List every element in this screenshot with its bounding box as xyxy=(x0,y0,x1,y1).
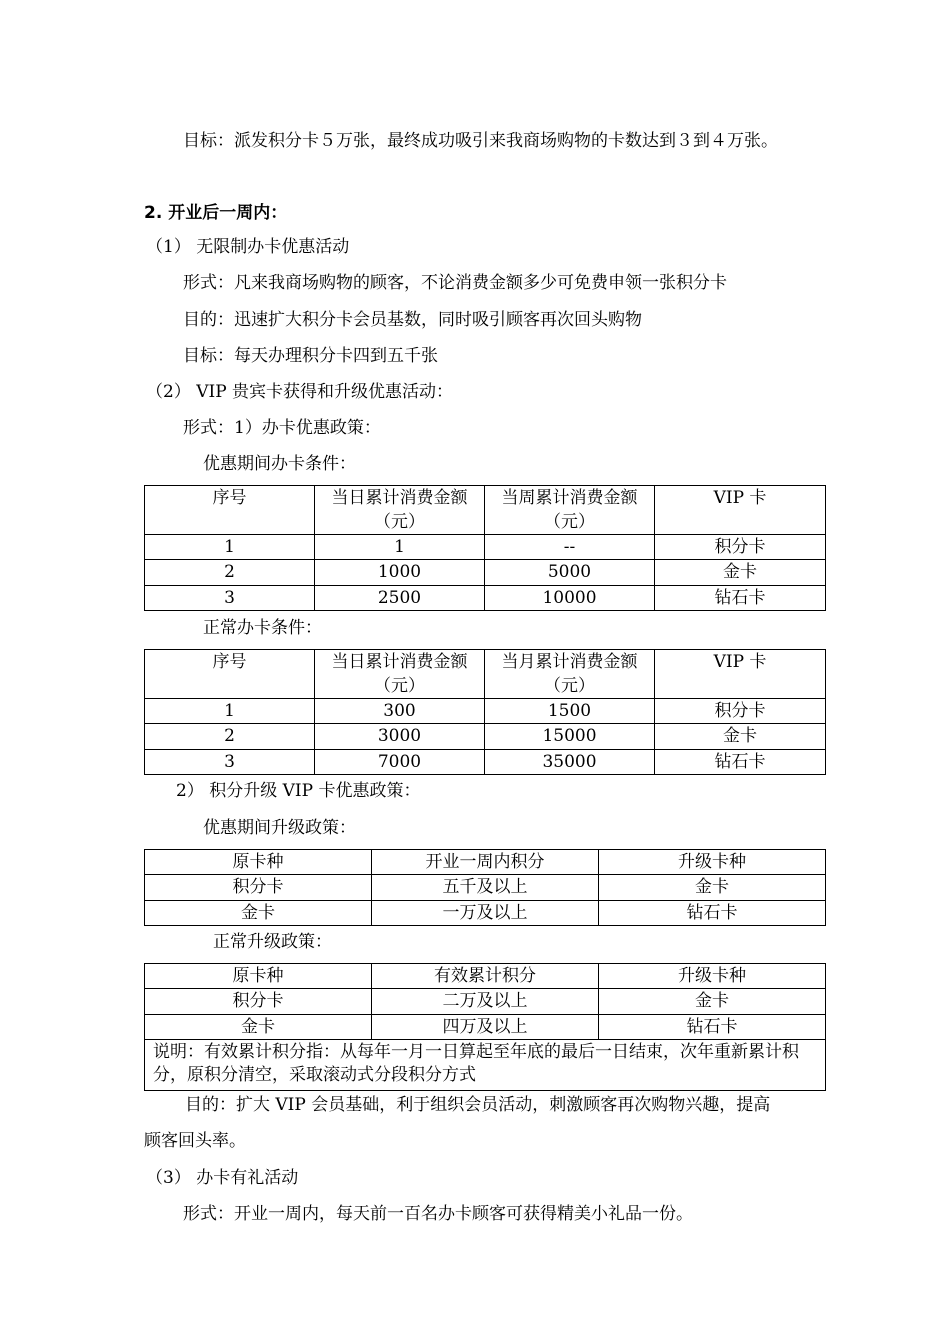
table-cell: 金卡 xyxy=(599,989,826,1015)
table-cell: 7000 xyxy=(315,750,485,775)
goal-paragraph: 目标：派发积分卡５万张，最终成功吸引来我商场购物的卡数达到３到４万张。 xyxy=(183,131,778,151)
table-cell: 金卡 xyxy=(599,875,826,901)
table-cell: 钻石卡 xyxy=(655,750,826,775)
table-header-cell: 当月累计消费金额（元） xyxy=(485,650,655,699)
table-cell: 四万及以上 xyxy=(372,1015,599,1040)
table-cell: 300 xyxy=(315,699,485,724)
section-2-1-title: （1） 无限制办卡优惠活动 xyxy=(146,237,350,257)
promo-upgrade-label: 优惠期间升级政策： xyxy=(203,818,356,838)
normal-upgrade-table xyxy=(144,963,826,1091)
table-cell: 金卡 xyxy=(655,724,826,750)
table-header-cell: VIP 卡 xyxy=(655,486,826,535)
table-cell: 二万及以上 xyxy=(372,989,599,1015)
table-cell: 积分卡 xyxy=(655,535,826,560)
table-cell: 1000 xyxy=(315,560,485,586)
section-2-2-purpose-line-1: 目的：扩大 VIP 会员基础，利于组织会员活动，刺激顾客再次购物兴趣，提高 xyxy=(185,1095,771,1115)
table-cell: 15000 xyxy=(485,724,655,750)
section-2-heading: 2. 开业后一周内： xyxy=(144,203,288,223)
table-cell: 1500 xyxy=(485,699,655,724)
upgrade-policy-title: 2） 积分升级 VIP 卡优惠政策： xyxy=(176,781,421,801)
section-2-1-form: 形式：凡来我商场购物的顾客，不论消费金额多少可免费申领一张积分卡 xyxy=(183,273,727,293)
table-cell: 1 xyxy=(315,535,485,560)
promo-upgrade-table xyxy=(144,849,826,926)
table-cell: 1 xyxy=(145,535,315,560)
table-cell: 1 xyxy=(145,699,315,724)
table-cell: 钻石卡 xyxy=(599,901,826,926)
table-header-cell: 序号 xyxy=(145,486,315,535)
table-header-cell: 有效累计积分 xyxy=(372,964,599,989)
table-header-cell: 原卡种 xyxy=(145,850,372,875)
table-cell: 积分卡 xyxy=(655,699,826,724)
table-note: 说明：有效累计积分指：从每年一月一日算起至年底的最后一日结束，次年重新累计积分，原积分清空，采取滚动式分段积分方式 xyxy=(145,1040,826,1091)
table-cell: 5000 xyxy=(485,560,655,586)
promo-card-table xyxy=(144,485,826,611)
section-2-1-goal: 目标：每天办理积分卡四到五千张 xyxy=(183,346,438,366)
table-cell: 钻石卡 xyxy=(655,586,826,611)
table-cell: 2500 xyxy=(315,586,485,611)
table-cell: 积分卡 xyxy=(145,989,372,1015)
normal-card-label: 正常办卡条件： xyxy=(203,618,322,638)
table-cell: 金卡 xyxy=(655,560,826,586)
table-cell: 一万及以上 xyxy=(372,901,599,926)
table-cell: 金卡 xyxy=(145,901,372,926)
table-header-cell: 序号 xyxy=(145,650,315,699)
table-header-cell: VIP 卡 xyxy=(655,650,826,699)
section-2-3-title: （3） 办卡有礼活动 xyxy=(146,1168,299,1188)
table-cell: -- xyxy=(485,535,655,560)
table-header-cell: 升级卡种 xyxy=(599,964,826,989)
table-cell: 3 xyxy=(145,750,315,775)
table-header-cell: 升级卡种 xyxy=(599,850,826,875)
table-cell: 金卡 xyxy=(145,1015,372,1040)
table-header-cell: 原卡种 xyxy=(145,964,372,989)
table-cell: 2 xyxy=(145,724,315,750)
table-header-cell: 当日累计消费金额（元） xyxy=(315,650,485,699)
table-header-cell: 当日累计消费金额（元） xyxy=(315,486,485,535)
normal-upgrade-label: 正常升级政策： xyxy=(213,932,332,952)
table-cell: 10000 xyxy=(485,586,655,611)
section-2-3-form: 形式：开业一周内，每天前一百名办卡顾客可获得精美小礼品一份。 xyxy=(183,1204,693,1224)
section-2-1-purpose: 目的：迅速扩大积分卡会员基数，同时吸引顾客再次回头购物 xyxy=(183,310,642,330)
table-header-cell: 当周累计消费金额（元） xyxy=(485,486,655,535)
table-cell: 35000 xyxy=(485,750,655,775)
section-2-2-purpose-line-2: 顾客回头率。 xyxy=(144,1131,246,1151)
section-2-2-form: 形式：1）办卡优惠政策： xyxy=(183,418,381,438)
table-cell: 积分卡 xyxy=(145,875,372,901)
normal-card-table xyxy=(144,649,826,775)
table-cell: 3000 xyxy=(315,724,485,750)
table-cell: 3 xyxy=(145,586,315,611)
table-cell: 钻石卡 xyxy=(599,1015,826,1040)
promo-card-label: 优惠期间办卡条件： xyxy=(203,454,356,474)
section-2-2-title: （2） VIP 贵宾卡获得和升级优惠活动： xyxy=(146,382,454,402)
table-header-cell: 开业一周内积分 xyxy=(372,850,599,875)
table-cell: 五千及以上 xyxy=(372,875,599,901)
table-cell: 2 xyxy=(145,560,315,586)
